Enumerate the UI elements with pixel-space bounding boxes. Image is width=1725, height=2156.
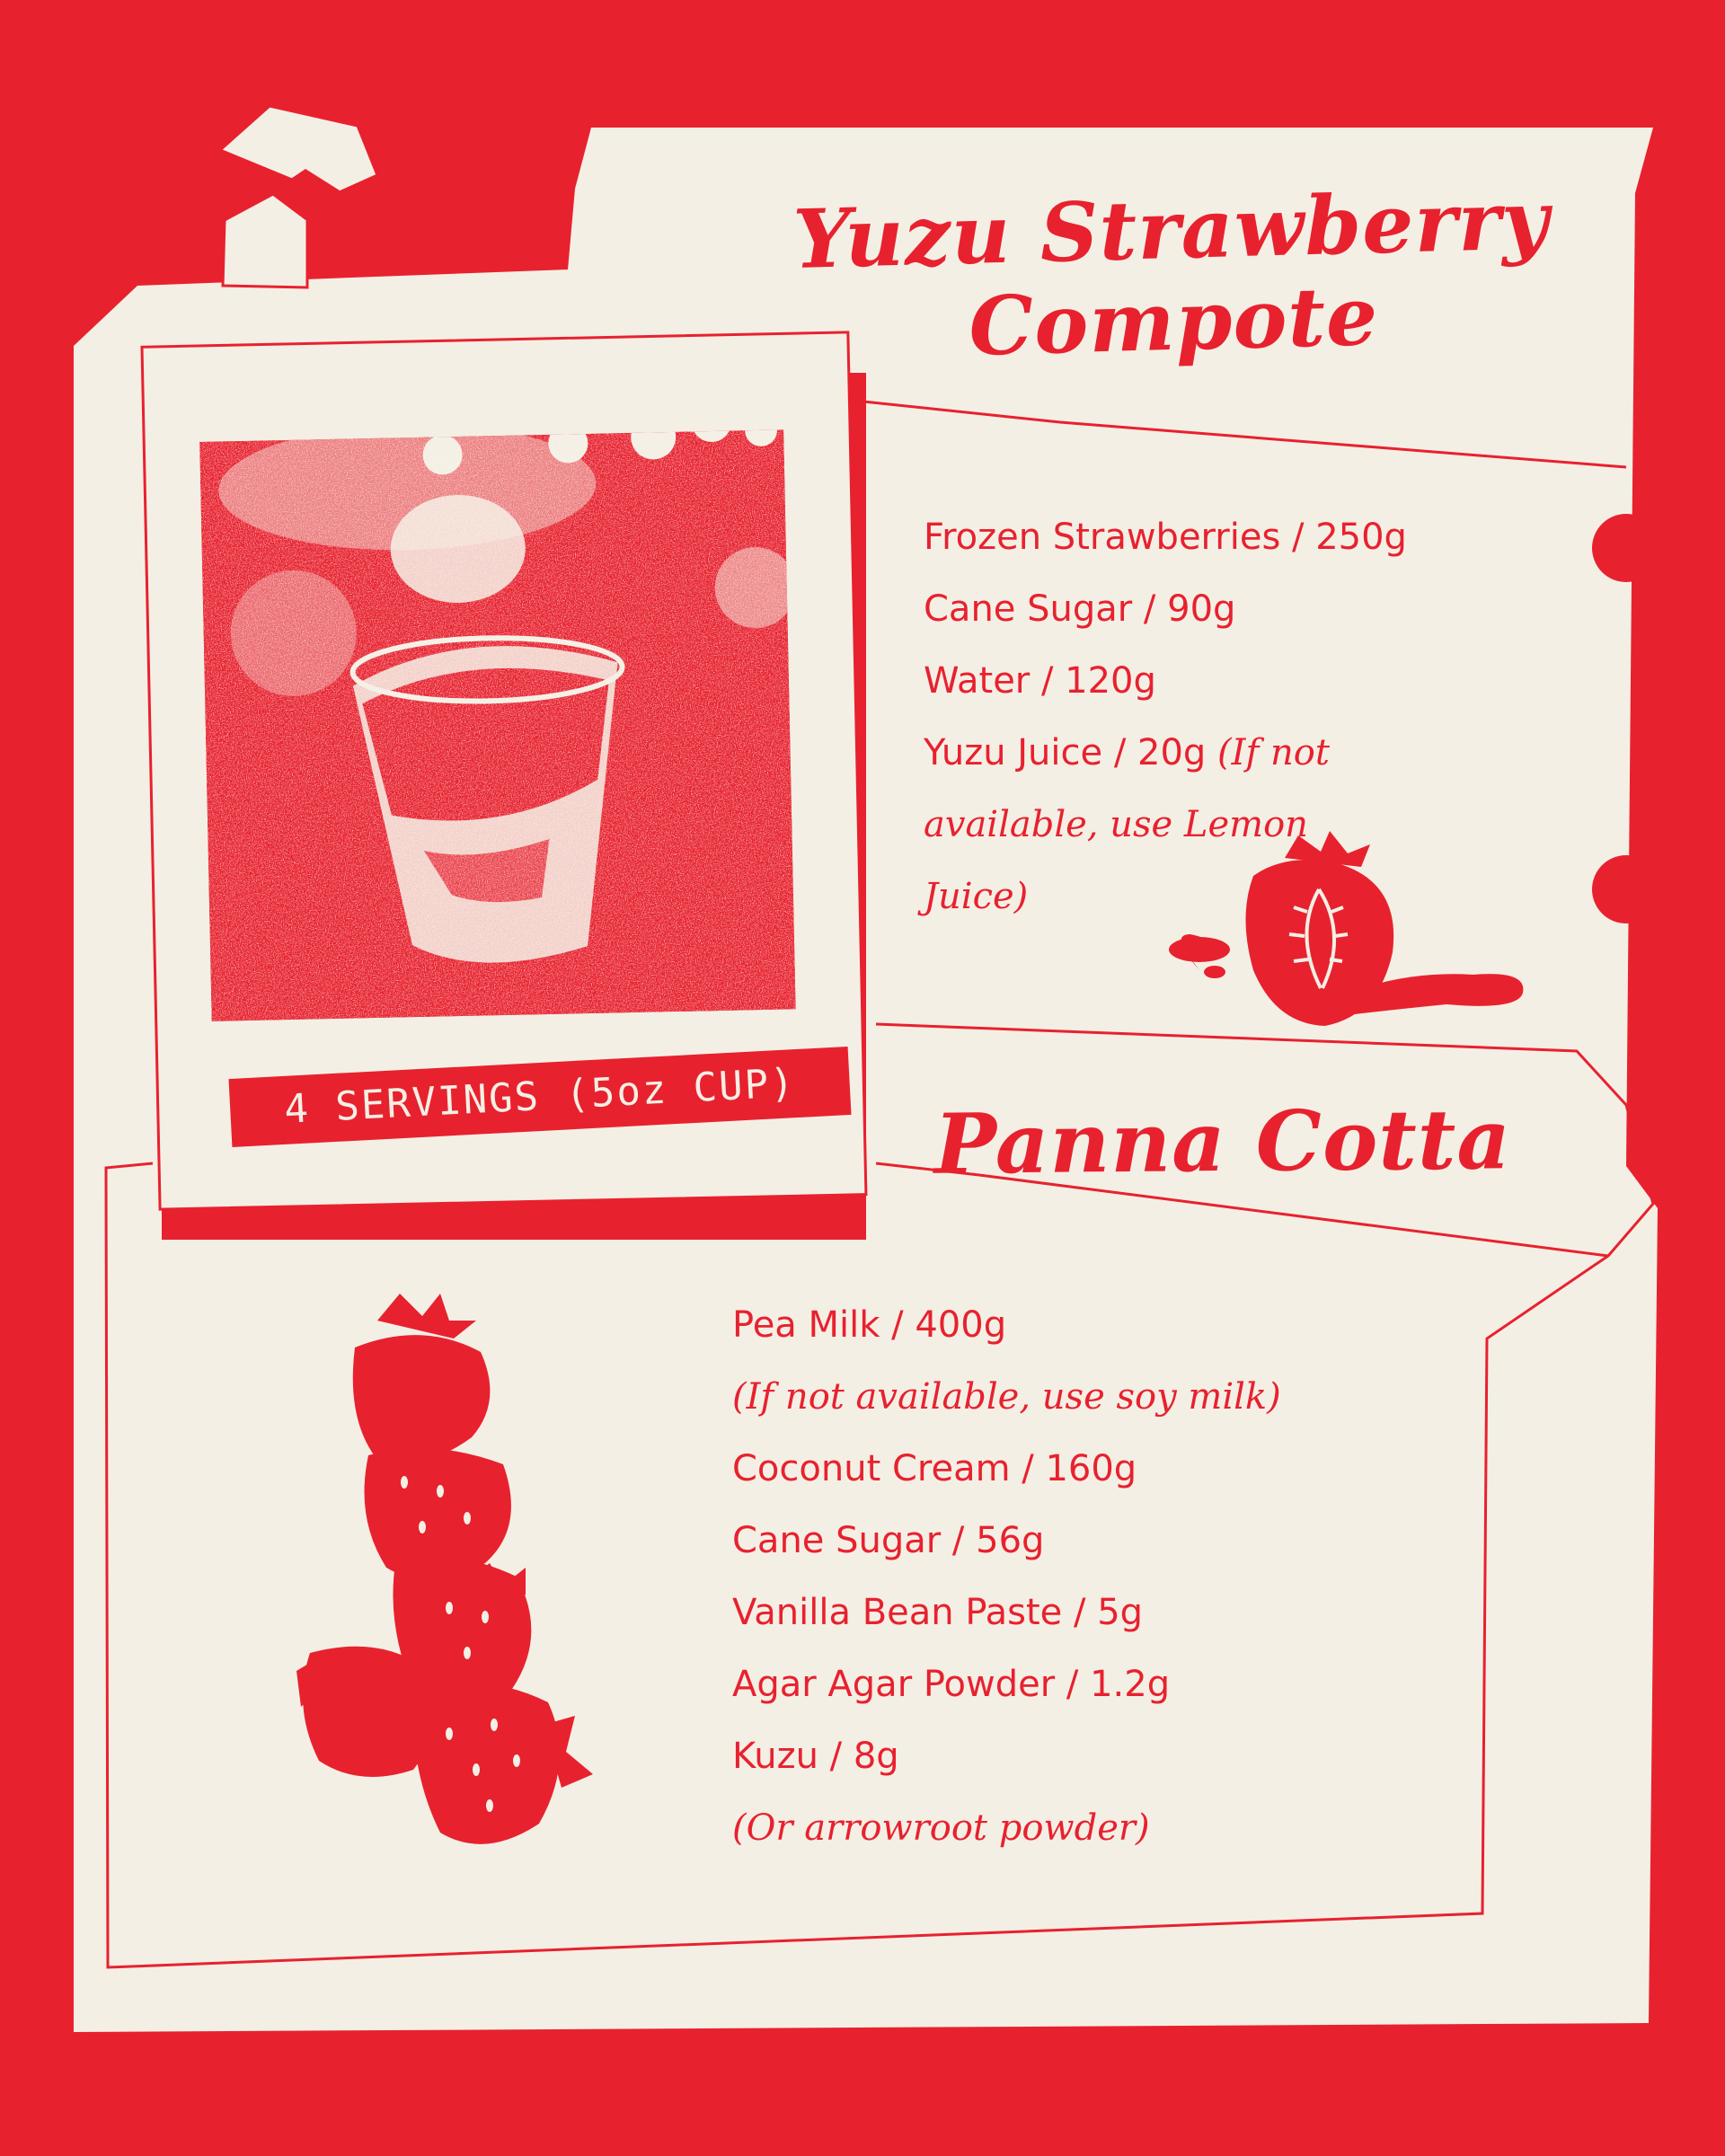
servings-label: 4 SERVINGS (5oz CUP) — [228, 1047, 851, 1147]
dessert-cup-photo — [199, 401, 805, 1021]
panna-cotta-ingredient: Coconut Cream / 160g — [732, 1448, 1137, 1489]
panna-cotta-ingredient: Pea Milk / 400g — [732, 1304, 1007, 1346]
compote-title: Yuzu Strawberry Compote — [792, 172, 1551, 375]
panna-cotta-ingredient-note: (Or arrowroot powder) — [732, 1807, 1150, 1849]
compote-ingredient-list — [924, 501, 1407, 932]
compote-ingredient: Frozen Strawberries / 250g — [924, 517, 1407, 558]
compote-ingredient-note: (If not available, use Lemon Juice) — [924, 732, 1330, 917]
compote-ingredient: Yuzu Juice / 20g — [924, 732, 1207, 773]
panna-cotta-ingredient: Kuzu / 8g — [732, 1736, 899, 1777]
panna-cotta-ingredient: Cane Sugar / 56g — [732, 1520, 1045, 1561]
panna-cotta-title: Panna Cotta — [933, 1091, 1512, 1193]
panna-cotta-ingredient: Vanilla Bean Paste / 5g — [732, 1592, 1144, 1633]
panna-cotta-ingredient: Agar Agar Powder / 1.2g — [732, 1664, 1171, 1705]
compote-ingredient: Cane Sugar / 90g — [924, 588, 1236, 630]
panna-cotta-ingredient-note: (If not available, use soy milk) — [732, 1376, 1281, 1418]
panna-cotta-ingredient-list — [732, 1289, 1281, 1864]
compote-ingredient-yuzu — [924, 717, 1391, 932]
compote-ingredient: Water / 120g — [924, 660, 1156, 702]
photo-clip — [220, 106, 377, 287]
